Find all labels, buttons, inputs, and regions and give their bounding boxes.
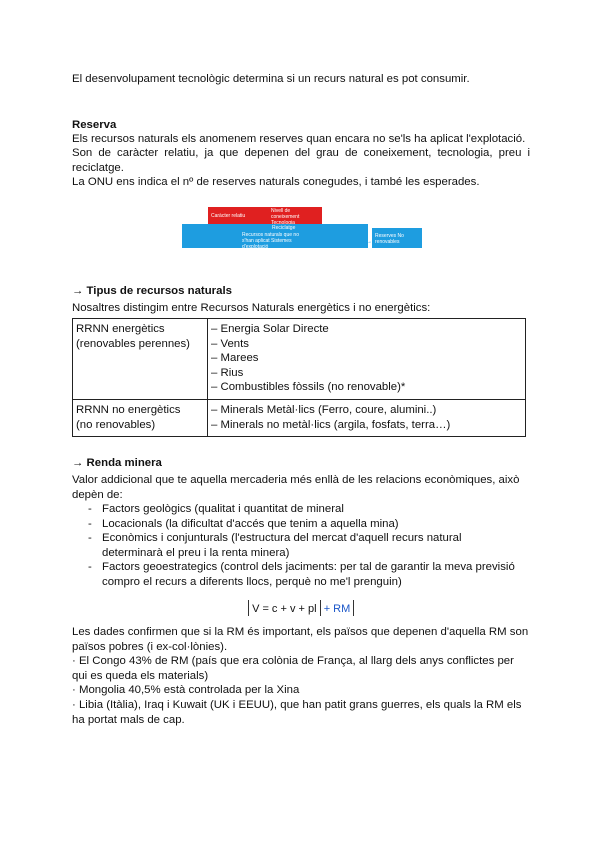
diagram-main-text: Recursos naturals que no s'han aplicat Sistemes d'explotació <box>242 232 299 248</box>
list-item: - Factors geològics (qualitat i quantitat de mineral <box>72 502 522 517</box>
list-item: - Econòmics i conjunturals (l'estructura del mercat d'aquell recurs natural determinarà el preu i la renta minera) <box>72 531 522 560</box>
renda-intro: Valor addicional que te aquella mercaderia més enllà de les relacions econòmiques, això depèn de: <box>72 474 520 501</box>
resources-table <box>72 318 526 437</box>
formula-main: V = c + v + pl <box>252 603 317 615</box>
diagram-result-box: Reserves No renovables <box>372 228 422 248</box>
renda-paragraph-3: · Mongolia 40,5% està controlada per la Xina <box>72 684 300 696</box>
diagram-main-box <box>182 224 368 248</box>
table-cell-label: RRNN no energètics (no renovables) <box>73 399 208 436</box>
table-row <box>73 319 526 400</box>
reserva-diagram <box>182 207 422 249</box>
reserva-heading: Reserva <box>72 119 117 131</box>
reserva-paragraph-3: La ONU ens indica el nº de reserves naturals conegudes, i també les esperades. <box>72 176 480 188</box>
renda-paragraph-1: Les dades confirmen que si la RM és important, els països que depenen d'aquella RM son països pobres (i ex-col·lònies). <box>72 626 529 653</box>
renda-heading: → Renda minera <box>72 457 162 469</box>
diagram-red-items: Nivell de coneixement Tecnologia <box>268 207 322 224</box>
list-item: - Locacionals (la dificultat d'accés que tenim a aquella mina) <box>72 517 522 532</box>
table-cell-items: – Energia Solar Directe – Vents – Marees – Rius – Combustibles fòssils (no renovable)* <box>208 319 526 400</box>
renda-paragraph-2: · El Congo 43% de RM (país que era colònia de França, al llarg dels anys conflictes per qui es queda els materials) <box>72 655 514 682</box>
diagram-arrow: → <box>366 239 372 245</box>
tipus-heading: → Tipus de recursos naturals <box>72 285 232 297</box>
formula-rm: + RM <box>323 603 351 615</box>
diagram-red-label: Caràcter relatiu <box>208 207 268 225</box>
reserva-paragraph-1: Els recursos naturals els anomenem reserves quan encara no se'ls ha aplicat l'explotació. <box>72 133 526 145</box>
formula <box>248 600 354 617</box>
list-item: - Factors geoestrategics (control dels jaciments: per tal de garantir la meva previsió compro el recurs a diferents llocs, perquè no me'l prenguin) <box>72 560 522 589</box>
table-row <box>73 399 526 436</box>
tipus-intro: Nosaltres distingim entre Recursos Naturals energètics i no energètics: <box>72 302 431 314</box>
table-cell-label: RRNN energètics (renovables perennes) <box>73 319 208 400</box>
renda-paragraph-4: · Libia (Itàlia), Iraq i Kuwait (UK i EEUU), que han patit grans guerres, els quals la RM els ha portat mals de cap. <box>72 699 522 726</box>
factors-list <box>72 502 522 590</box>
diagram-red-item-4: Reciclatge <box>272 225 296 231</box>
reserva-paragraph-2: Son de caràcter relatiu, ja que depenen del grau de coneixement, tecnologia, preu i reciclatge. <box>72 147 530 174</box>
intro-text: El desenvolupament tecnològic determina si un recurs natural es pot consumir. <box>72 73 470 85</box>
table-cell-items: – Minerals Metàl·lics (Ferro, coure, alumini..) – Minerals no metàl·lics (argila, fosfats, terra…) <box>208 399 526 436</box>
